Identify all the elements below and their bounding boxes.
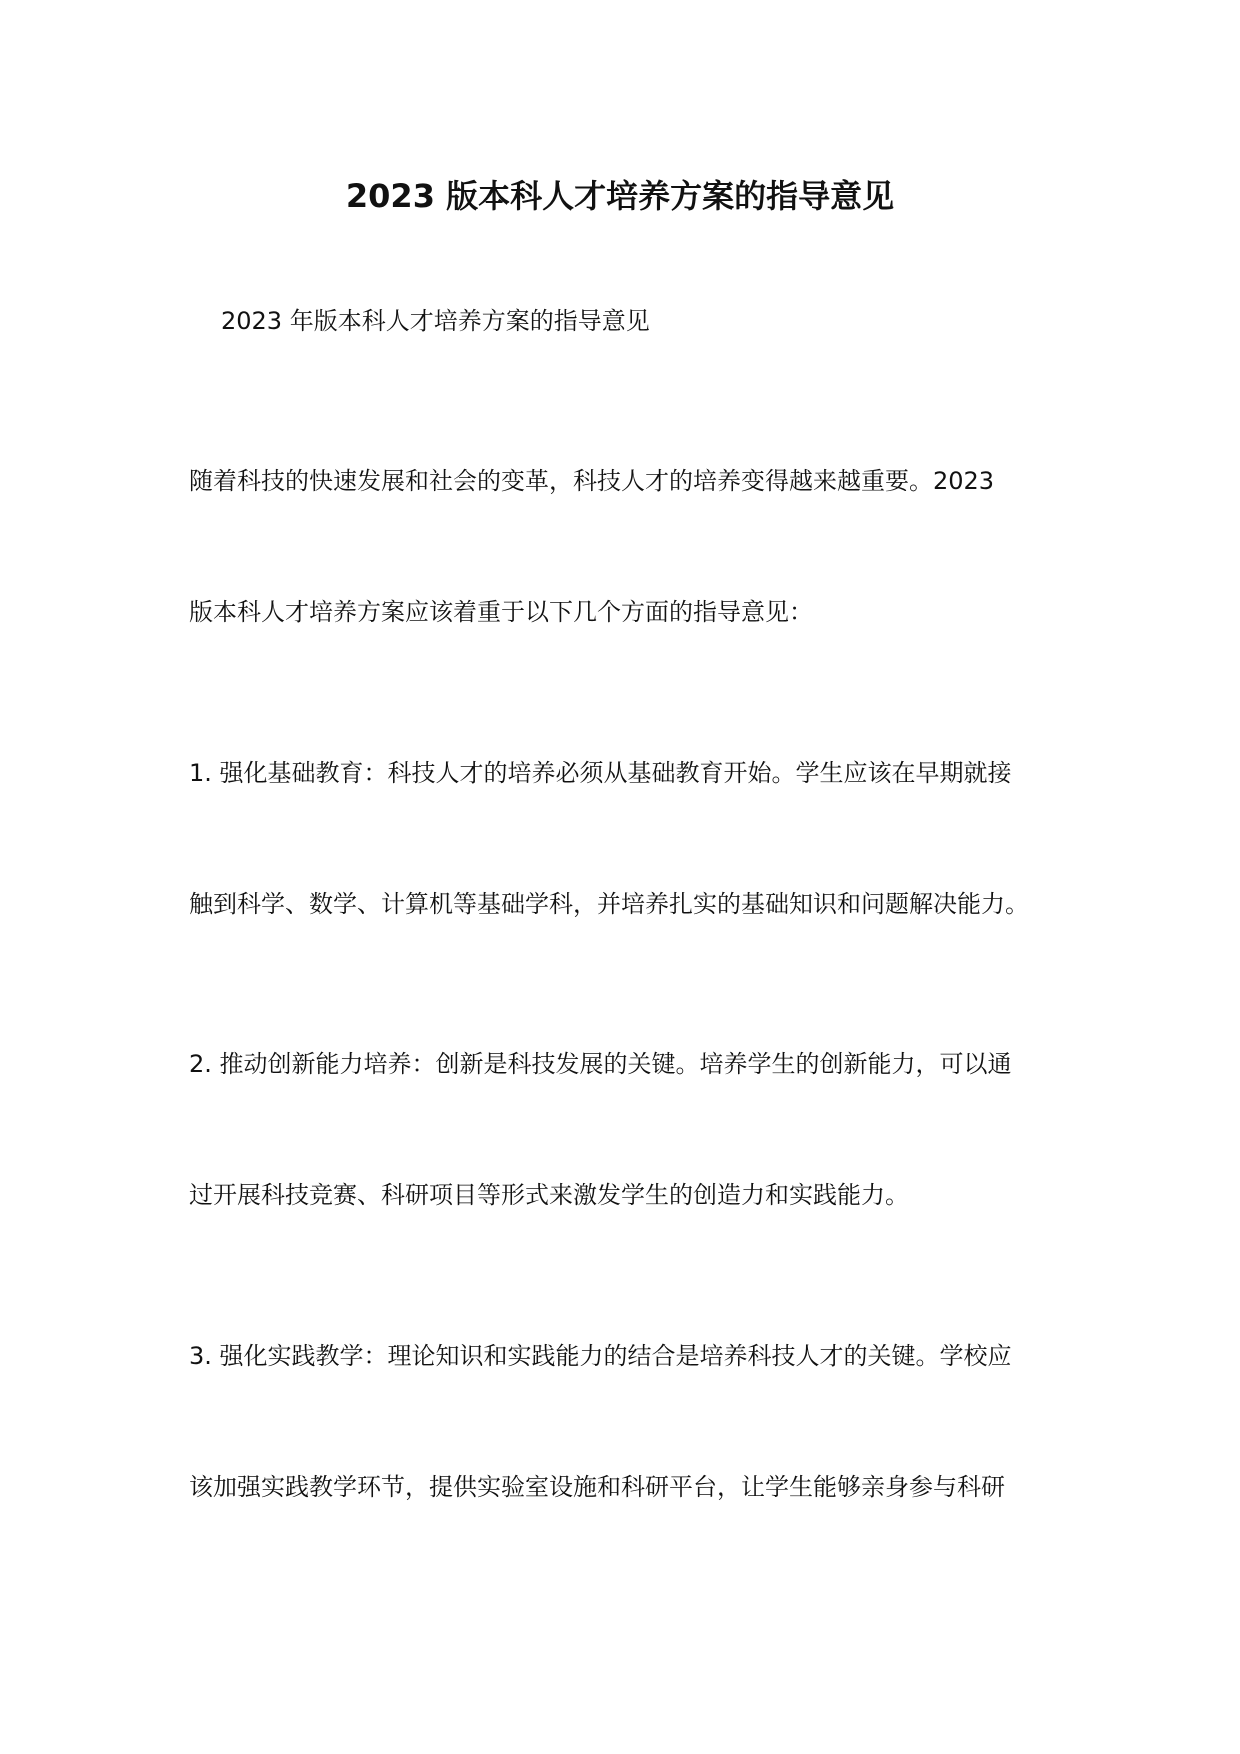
list-item-3-line-1: 3. 强化实践教学：理论知识和实践能力的结合是培养科技人才的关键。学校应	[189, 1342, 1012, 1370]
paragraph-intro-line-1: 随着科技的快速发展和社会的变革，科技人才的培养变得越来越重要。2023	[189, 467, 995, 495]
list-item-2-line-1: 2. 推动创新能力培养：创新是科技发展的关键。培养学生的创新能力，可以通	[189, 1050, 1012, 1078]
list-item-1-line-2: 触到科学、数学、计算机等基础学科，并培养扎实的基础知识和问题解决能力。	[189, 890, 1029, 918]
document-title: 2023 版本科人才培养方案的指导意见	[345, 177, 895, 215]
list-item-2-line-2: 过开展科技竞赛、科研项目等形式来激发学生的创造力和实践能力。	[189, 1181, 909, 1209]
list-item-3-line-2: 该加强实践教学环节，提供实验室设施和科研平台，让学生能够亲身参与科研	[189, 1473, 1005, 1501]
paragraph-intro-line-2: 版本科人才培养方案应该着重于以下几个方面的指导意见：	[189, 598, 813, 626]
document-subtitle: 2023 年版本科人才培养方案的指导意见	[221, 307, 650, 335]
list-item-1-line-1: 1. 强化基础教育：科技人才的培养必须从基础教育开始。学生应该在早期就接	[189, 759, 1012, 787]
